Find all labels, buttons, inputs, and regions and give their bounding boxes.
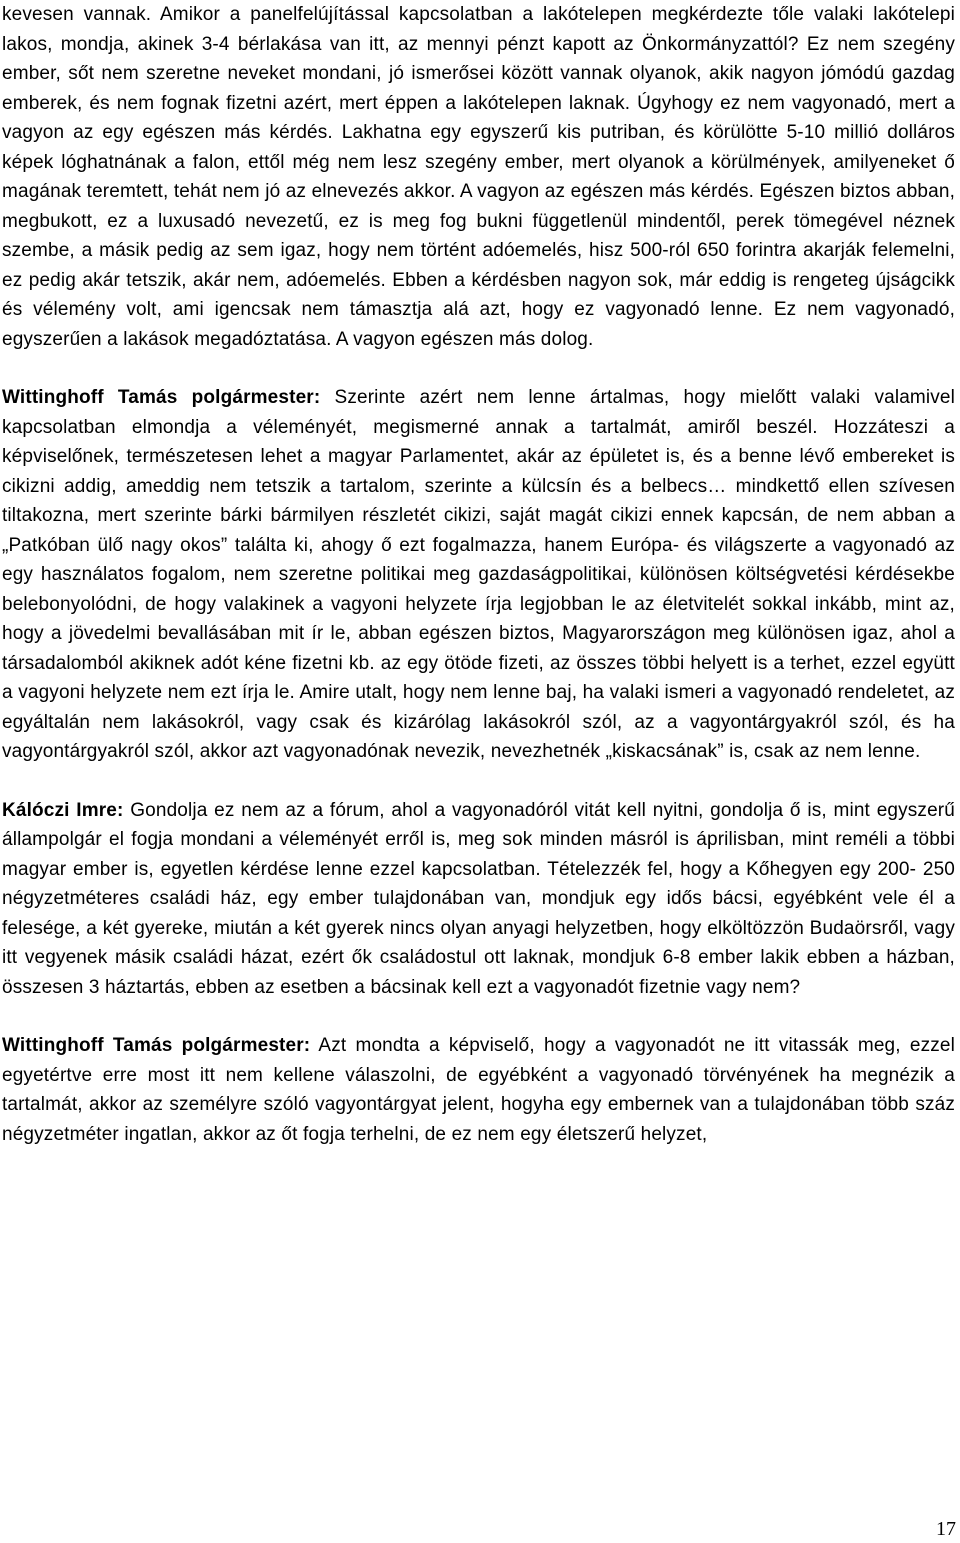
page-number: 17	[936, 1518, 956, 1540]
speaker-name: Wittinghoff Tamás polgármester:	[2, 1035, 311, 1056]
document-body	[2, 0, 955, 1149]
paragraph-speech	[2, 1031, 955, 1149]
paragraph-text: Gondolja ez nem az a fórum, ahol a vagyonadóról vitát kell nyitni, gondolja ő is, mint egyszerű állampolgár el fogja mondani a véleményét erről is, meg sok minden másról is áprilisban, mint reméli a többi magyar ember is, egyetlen kérdése lenne ezzel kapcsolatban. Tételezzék fel, hogy a Kőhegyen egy 200- 250 négyzetméteres családi ház, egy ember tulajdonában van, mondjuk egy idős bácsi, egyébként vele él a felesége, a két gyereke, miután a két gyerek nincs olyan anyagi helyzetben, hogy elköltözzön Budaörsről, vagy itt vegyenek másik családi házat, ezért ők családostul ott laknak, mondjuk 6-8 ember lakik ebben a házban, összesen 3 háztartás, ebben az esetben a bácsinak kell ezt a vagyonadót fizetnie vagy nem?	[2, 799, 955, 998]
paragraph-speech	[2, 383, 955, 767]
paragraph-text: Azt mondta a képviselő, hogy a vagyonadót ne itt vitassák meg, ezzel egyetértve erre most itt nem kellene válaszolni, de egyébként a vagyonadó törvényének ha megnézik a tartalmát, akkor az személyre szóló vagyontárgyat jelent, hogyha egy embernek van a tulajdonában több száz négyzetméter ingatlan, akkor az őt fogja terhelni, de ez nem egy életszerű helyzet,	[2, 1035, 955, 1145]
paragraph-speech	[2, 796, 955, 1003]
paragraph-text: kevesen vannak. Amikor a panelfelújítással kapcsolatban a lakótelepen megkérdezte tőle valaki lakótelepi lakos, mondja, akinek 3-4 bérlakása van itt, az mennyi pénzt kapott az Önkormányzattól? Ez nem szegény ember, sőt nem szeretne neveket mondani, jó ismerősei között vannak olyanok, akik nagyon jómódú gazdag emberek, és nem fognak fizetni azért, mert éppen a lakótelepen laknak. Úgyhogy ez nem vagyonadó, mert a vagyon az egy egészen más kérdés. Lakhatna egy egyszerű kis putriban, és körülötte 5-10 millió dolláros képek lóghatnának a falon, ettől még nem lesz szegény ember, mert olyanok a körülmények, amilyeneket ő magának teremtett, tehát nem jó az elnevezés akkor. A vagyon az egészen más kérdés. Egészen biztos abban, megbukott, ez a luxusadó nevezetű, ez is meg fog bukni függetlenül mindentől, perek tömegével néznek szembe, a másik pedig az sem igaz, hogy nem történt adóemelés, hisz 500-ról 650 forintra akarják felemelni, ez pedig akár tetszik, akár nem, adóemelés. Ebben a kérdésben nagyon sok, már eddig is rengeteg újságcikk és vélemény volt, ami igencsak nem támasztja alá azt, hogy ez vagyonadó lenne. Ez nem vagyonadó, egyszerűen a lakások megadóztatása. A vagyon egészen más dolog.	[2, 4, 955, 350]
paragraph-continuation	[2, 0, 955, 354]
paragraph-text: Szerinte azért nem lenne ártalmas, hogy mielőtt valaki valamivel kapcsolatban elmondja a véleményét, megismerné annak a tartalmát, amiről beszél. Hozzáteszi a képviselőnek, természetesen lehet a magyar Parlamentet, akár az épületet is, és a benne lévő embereket is cikizni addig, ameddig nem tetszik a tartalom, szerinte a külcsín és a belbecs… mindkettő ellen szívesen tiltakozna, mert szerinte bárki bármilyen részletét cikizi, saját magát cikizi ennek kapcsán, de nem abban a „Patkóban ülő nagy okos” találta ki, ahogy ő ezt fogalmazza, hanem Európa- és világszerte a vagyonadó az egy használatos fogalom, nem szeretne politikai meg gazdaságpolitikai, különösen költségvetési kérdésekbe belebonyolódni, de hogy valakinek a vagyoni helyzete írja legjobban le az életvitelét sokkal inkább, mint az, hogy a jövedelmi bevallásában mit ír le, abban egészen biztos, Magyarországon meg különösen igaz, ahol a társadalomból akiknek adót kéne fizetni kb. az egy ötöde fizeti, az összes többi helyett is a terhet, ezzel együtt a vagyoni helyzete nem ezt írja le. Amire utalt, hogy nem lenne baj, ha valaki ismeri a vagyonadó rendeletet, az egyáltalán nem lakásokról, vagy csak és kizárólag lakásokról szól, az a vagyontárgyakról szól, és ha vagyontárgyakról szól, akkor azt vagyonadónak nevezik, nevezhetnék „kiskacsának” is, csak az nem lenne.	[2, 387, 955, 762]
speaker-name: Wittinghoff Tamás polgármester:	[2, 387, 321, 408]
speaker-name: Kálóczi Imre:	[2, 799, 124, 821]
